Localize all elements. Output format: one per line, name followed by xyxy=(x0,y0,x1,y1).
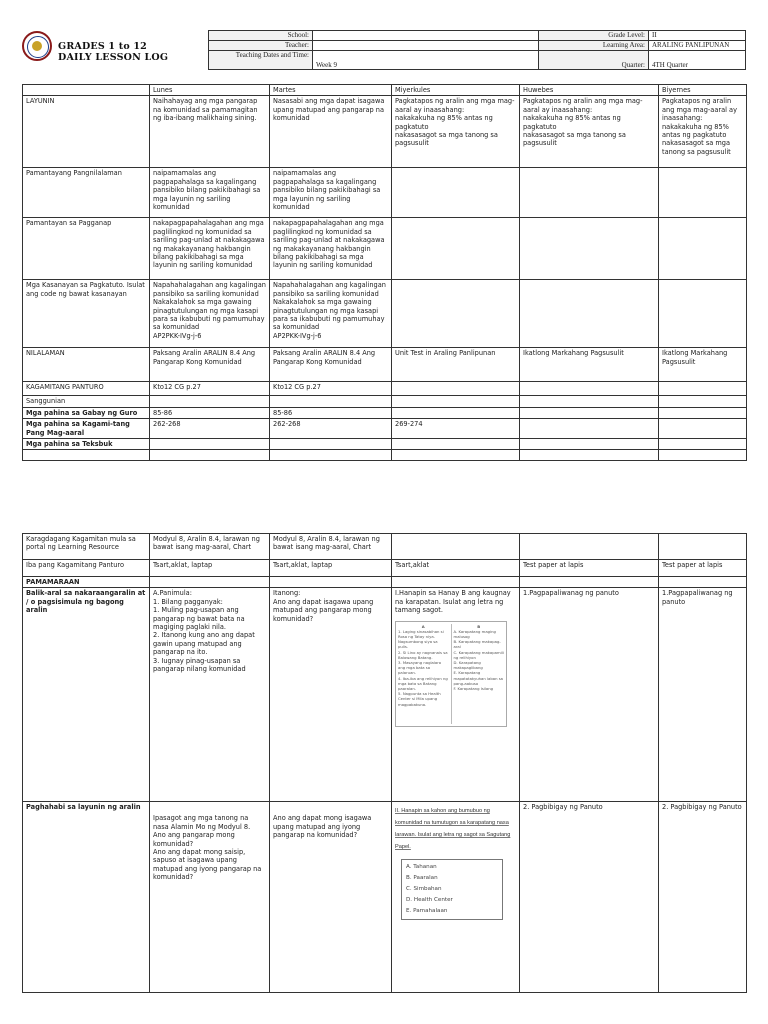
day-header-0: Lunes xyxy=(150,85,270,96)
row-label: Mga pahina sa Gabay ng Guro xyxy=(23,407,150,418)
row-cell: Ikatlong Markahang Pagsusulit xyxy=(520,348,659,382)
row-cell xyxy=(392,382,520,396)
row-label: NILALAMAN xyxy=(23,348,150,382)
row-label: Sanggunian xyxy=(23,396,150,407)
row-label: KAGAMITANG PANTURO xyxy=(23,382,150,396)
row-cell: 262-268 xyxy=(150,419,270,439)
scanned-question-text: II. Hanapin sa kahon ang bumubuo ng komunidad na tumutugon sa karapatang nasa larawan. Isulat ang letra ng sagot sa Sagutang Papel. xyxy=(395,808,511,851)
paghahabi-lunes: Ipasagot ang mga tanong na nasa Alamin Mo ng Modyul 8. Ano ang pangarap mong komunidad? Ano ang dapat mong saisip, sapuso at isagawa upang matupad ang iyong pangarap na komunidad? xyxy=(150,802,270,993)
row-cell: Paksang Aralin ARALIN 8.4 Ang Pangarap Kong Komunidad xyxy=(270,348,392,382)
table1-row xyxy=(23,168,747,218)
day-header-1: Martes xyxy=(270,85,392,96)
row-cell xyxy=(659,439,747,450)
pamamaraan-label: PAMAMARAAN xyxy=(23,577,150,588)
row-cell xyxy=(659,280,747,348)
column-b-items: A. Karapatang maging malusog B. Karapatang makapag-aral C. Karapatang makapamili ng relihiyon D. Karapatang makapaglibang E. Karapatang mapatatakyuhan laban sa pang-aabuso F. Karapatang Isilang xyxy=(453,628,504,692)
area-value: ARALING PANLIPUNAN xyxy=(649,41,746,51)
quarter-label: Quarter: xyxy=(539,51,649,70)
karagdagang-martes: Modyul 8, Aralin 8.4, larawan ng bawat isang mag-aaral, Chart xyxy=(270,534,392,560)
matching-column-a xyxy=(398,624,449,724)
row-cell xyxy=(520,168,659,218)
row-cell: Napahahalagahan ang kagalingan pansibiko sa sariling komunidad Nakakalahok sa mga gawaing pinagtutulungan ng mga kasapi para sa ikabubuti ng pamumuhay sa komunidad AP2PKK-IVg-j-6 xyxy=(270,280,392,348)
row-cell xyxy=(659,382,747,396)
table1-row xyxy=(23,96,747,168)
day-header-row xyxy=(23,85,747,96)
row-cell: Pagkatapos ng aralin ang mga mag-aaral ay inaasahang: nakakakuha ng 85% antas ng pagkatuto nakasasagot sa mga tanong sa pagsusulit xyxy=(659,96,747,168)
paghahabi-martes: Ano ang dapat mong isagawa upang matupad ang iyong pangarap na komunidad? xyxy=(270,802,392,993)
row-cell: nakapagpapahalagahan ang mga paglilingkod ng komunidad sa sariling pag-unlad at nakakagawa ng makakayanang hakbangin bilang pakikibahagi sa mga layunin ng sariling komunidad xyxy=(150,218,270,280)
row-cell: Paksang Aralin ARALIN 8.4 Ang Pangarap Kong Komunidad xyxy=(150,348,270,382)
row-label: Pamantayang Pangnilalaman xyxy=(23,168,150,218)
table1-row xyxy=(23,382,747,396)
row-cell: Pagkatapos ng aralin ang mga mag-aaral ay inaasahang: nakakakuha ng 85% antas ng pagkatuto nakasasagot sa mga tanong sa pagsusulit xyxy=(520,96,659,168)
row-cell xyxy=(520,218,659,280)
table1-row xyxy=(23,348,747,382)
row-cell xyxy=(392,280,520,348)
row-cell xyxy=(659,450,747,461)
header-logo-block xyxy=(22,30,208,70)
row-label: Pamantayan sa Pagganap xyxy=(23,218,150,280)
row-cell: Unit Test in Araling Panlipunan xyxy=(392,348,520,382)
row-cell xyxy=(520,396,659,407)
school-label: School: xyxy=(209,31,313,41)
column-b-head: B xyxy=(477,623,481,629)
area-label: Learning Area: xyxy=(539,41,649,51)
row-cell xyxy=(270,396,392,407)
day-header-2: Miyerkules xyxy=(392,85,520,96)
table1-row xyxy=(23,280,747,348)
row-cell xyxy=(392,218,520,280)
title-line-2: DAILY LESSON LOG xyxy=(58,52,169,63)
balik-aral-label: Balik-aral sa nakaraangaralin at / o pagsisimula ng bagong aralin xyxy=(23,588,150,802)
row-cell xyxy=(270,450,392,461)
karagdagang-lunes: Modyul 8, Aralin 8.4, larawan ng bawat isang mag-aaral, Chart xyxy=(150,534,270,560)
row-cell xyxy=(392,396,520,407)
matching-exercise-image xyxy=(395,621,507,727)
row-cell xyxy=(520,407,659,418)
balik-aral-biyernes: 1.Pagpapaliwanag ng panuto xyxy=(659,588,747,802)
row-label: LAYUNIN xyxy=(23,96,150,168)
choice-item: C. Simbahan xyxy=(406,886,442,893)
iba-pang-miyerkules: Tsart,aklat xyxy=(392,560,520,577)
choice-item: E. Pamahalaan xyxy=(406,908,448,915)
choices-box xyxy=(401,859,503,920)
row-cell: naipamamalas ang pagpapahalaga sa kagalingang pansibiko bilang pakikibahagi sa mga layunin ng sariling komunidad xyxy=(150,168,270,218)
row-cell: 262-268 xyxy=(270,419,392,439)
row-cell xyxy=(520,280,659,348)
balik-aral-huwebes: 1.Pagpapaliwanag ng panuto xyxy=(520,588,659,802)
grade-label: Grade Level: xyxy=(539,31,649,41)
row-cell: Ikatlong Markahang Pagsusulit xyxy=(659,348,747,382)
row-cell: Nasasabi ang mga dapat isagawa upang matupad ang pangarap na komunidad xyxy=(270,96,392,168)
matching-column-b xyxy=(454,624,505,724)
balik-aral-lunes: A.Panimula: 1. Bilang pagganyak: 1. Muling pag-usapan ang pangarap ng bawat bata na magiging paglaki nila. 2. Itanong kung ano ang dapat gawin upang matupad ang pangarap na ito. 3. Iugnay pinag-usapan sa pangarap nilang komunidad xyxy=(150,588,270,802)
row-cell: Napahahalagahan ang kagalingan pansibiko sa sariling komunidad Nakakalahok sa mga gawaing pinagtutulungan ng mga kasapi para sa ikabubuti ng pamumuhay sa komunidad AP2PKK-IVg-j-6 xyxy=(150,280,270,348)
scanned-question-image xyxy=(395,805,513,920)
paghahabi-miyerkules xyxy=(392,802,520,993)
table1-row xyxy=(23,439,747,450)
day-header-3: Huwebes xyxy=(520,85,659,96)
row-cell xyxy=(520,450,659,461)
row-cell: 269-274 xyxy=(392,419,520,439)
row-cell xyxy=(392,168,520,218)
row-cell xyxy=(520,382,659,396)
balik-aral-miyerkules xyxy=(392,588,520,802)
row-cell xyxy=(392,407,520,418)
teacher-label: Teacher: xyxy=(209,41,313,51)
row-cell xyxy=(659,396,747,407)
day-header-4: Biyernes xyxy=(659,85,747,96)
paghahabi-label: Paghahabi sa layunin ng aralin xyxy=(23,802,150,993)
teacher-value xyxy=(313,41,539,51)
table1-row xyxy=(23,218,747,280)
row-cell: 85-86 xyxy=(270,407,392,418)
iba-pang-huwebes: Test paper at lapis xyxy=(520,560,659,577)
row-cell xyxy=(520,439,659,450)
quarter-value: 4TH Quarter xyxy=(649,51,746,70)
row-label xyxy=(23,450,150,461)
row-cell xyxy=(270,439,392,450)
row-label: Mga pahina sa Teksbuk xyxy=(23,439,150,450)
iba-pang-lunes: Tsart,aklat, laptap xyxy=(150,560,270,577)
header-info-table xyxy=(208,30,746,70)
row-cell xyxy=(659,218,747,280)
row-cell: Kto12 CG p.27 xyxy=(150,382,270,396)
row-cell xyxy=(150,439,270,450)
paghahabi-biyernes: 2. Pagbibigay ng Panuto xyxy=(659,802,747,993)
row-label: Mga pahina sa Kagami-tang Pang Mag-aaral xyxy=(23,419,150,439)
lesson-log-table-1 xyxy=(22,84,747,461)
paghahabi-huwebes: 2. Pagbibigay ng Panuto xyxy=(520,802,659,993)
iba-pang-label: Iba pang Kagamitang Panturo xyxy=(23,560,150,577)
deped-seal-icon xyxy=(22,31,52,61)
iba-pang-martes: Tsart,aklat, laptap xyxy=(270,560,392,577)
form-title xyxy=(58,41,168,63)
dates-value: Week 9 xyxy=(313,51,539,70)
table1-row xyxy=(23,450,747,461)
row-cell xyxy=(659,407,747,418)
karagdagang-huwebes xyxy=(520,534,659,560)
row-cell xyxy=(392,450,520,461)
row-cell: Naihahayag ang mga pangarap na komunidad sa pamamagitan ng iba-ibang malikhaing sining. xyxy=(150,96,270,168)
row-cell: nakapagpapahalagahan ang mga paglilingkod ng komunidad sa sariling pag-unlad at nakakagawa ng makakayanang hakbangin bilang pakikibahagi sa mga layunin ng sariling komunidad xyxy=(270,218,392,280)
table1-row xyxy=(23,407,747,418)
grade-value: II xyxy=(649,31,746,41)
dates-label: Teaching Dates and Time: xyxy=(209,51,313,70)
row-cell: naipamamalas ang pagpapahalaga sa kagalingang pansibiko bilang pakikibahagi sa mga layunin ng sariling komunidad xyxy=(270,168,392,218)
row-cell xyxy=(392,439,520,450)
iba-pang-biyernes: Test paper at lapis xyxy=(659,560,747,577)
school-value xyxy=(313,31,539,41)
row-label: Mga Kasanayan sa Pagkatuto. Isulat ang code ng bawat kasanayan xyxy=(23,280,150,348)
balik-aral-martes: Itanong: Ano ang dapat isagawa upang matupad ang pangarap mong komunidad? xyxy=(270,588,392,802)
karagdagang-miyerkules xyxy=(392,534,520,560)
column-a-items: 1. Laging sinasabihan si Rosa ng Tatay niya. Nagsumbong siya sa pulis. 2. Si Lino ay nagnanais sa Balowang Batang. 3. Masayang naglalaro ang mga bata sa palaruan. 4. Iba-iba ang relihiyon ng mga bata sa Batang paaralan. 5. Nagpunta sa Health Center si Mila upang magpabakuna. xyxy=(398,628,448,707)
row-cell xyxy=(150,450,270,461)
corner-cell xyxy=(23,85,150,96)
karagdagang-label: Karagdagang Kagamitan mula sa portal ng Learning Resource xyxy=(23,534,150,560)
choice-item: B. Paaralan xyxy=(406,875,438,882)
row-cell xyxy=(659,168,747,218)
table1-row xyxy=(23,396,747,407)
row-cell xyxy=(520,419,659,439)
row-cell: Kto12 CG p.27 xyxy=(270,382,392,396)
title-line-1: GRADES 1 to 12 xyxy=(58,41,147,52)
choice-item: D. Health Center xyxy=(406,897,453,904)
row-cell xyxy=(659,419,747,439)
lesson-log-table-2 xyxy=(22,533,747,993)
row-cell xyxy=(150,396,270,407)
row-cell: Pagkatapos ng aralin ang mga mag-aaral ay inaasahang: nakakakuha ng 85% antas ng pagkatuto nakasasagot sa mga tanong sa pagsusulit xyxy=(392,96,520,168)
table1-row xyxy=(23,419,747,439)
column-a-head: A xyxy=(421,623,425,629)
karagdagang-biyernes xyxy=(659,534,747,560)
choice-item: A. Tahanan xyxy=(406,864,437,871)
matching-instruction: I.Hanapin sa Hanay B ang kaugnay na karapatan. Isulat ang letra ng tamang sagot. xyxy=(395,589,511,615)
row-cell: 85-86 xyxy=(150,407,270,418)
